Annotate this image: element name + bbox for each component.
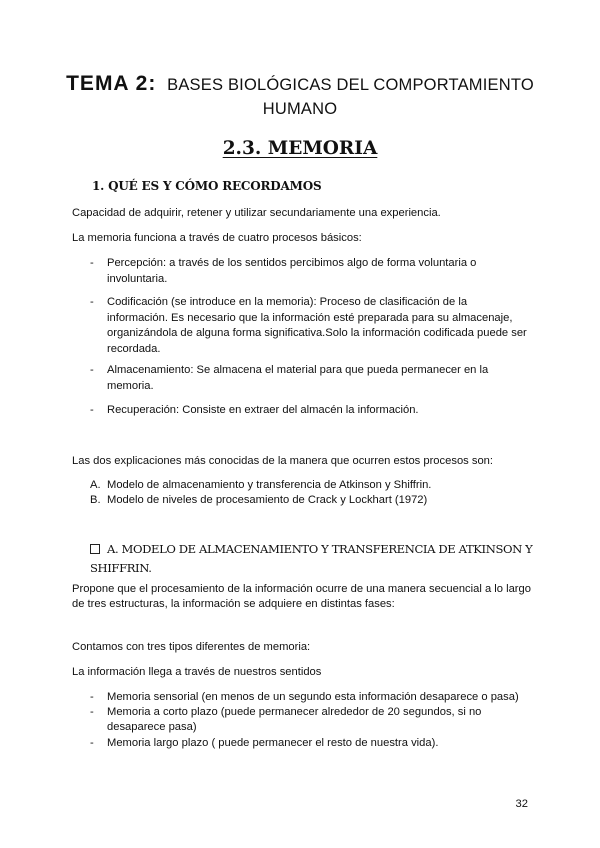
list-item-text: Memoria largo plazo ( puede permanecer el resto de nuestra vida). — [107, 737, 439, 749]
list-bullet: - — [90, 296, 94, 308]
list-item — [90, 403, 530, 419]
chapter-title — [60, 72, 540, 121]
list-item — [90, 493, 530, 508]
list-item-text: Codificación (se introduce en la memoria): Proceso de clasificación de la información. Es necesario que la información esté preparada para su almacenaje, organizándola de alguna forma significativa.Solo la información codificada puede ser recordada. — [107, 296, 527, 355]
list-bullet: - — [90, 737, 94, 749]
list-item — [90, 690, 530, 705]
processes-intro: La memoria funciona a través de cuatro procesos básicos: — [72, 232, 362, 244]
list-item — [90, 705, 530, 735]
list-item-text: Percepción: a través de los sentidos percibimos algo de forma voluntaria o involuntaria. — [107, 257, 477, 285]
list-bullet: - — [90, 257, 94, 269]
chapter-name: BASES BIOLÓGICAS DEL COMPORTAMIENTO HUMANO — [167, 76, 534, 118]
list-marker: A. — [90, 479, 101, 491]
list-bullet: - — [90, 706, 94, 718]
model-description: Propone que el procesamiento de la información ocurre de una manera secuencial a lo largo de tres estructuras, la información se adquiere en distintas fases: — [72, 583, 531, 610]
chapter-label: TEMA 2: — [66, 72, 157, 95]
list-item — [90, 478, 530, 493]
subsection-heading: 1. QUÉ ES Y CÓMO RECORDAMOS — [92, 179, 322, 193]
page-number: 32 — [515, 798, 528, 810]
checkbox-bullet-icon — [90, 544, 100, 554]
models-intro: Las dos explicaciones más conocidas de la manera que ocurren estos procesos son: — [72, 455, 494, 467]
list-bullet: - — [90, 404, 94, 416]
list-item-text: Memoria sensorial (en menos de un segundo esta información desaparece o pasa) — [107, 691, 519, 703]
subsection-a-heading — [90, 540, 540, 578]
subsection-a-heading-text: A. MODELO DE ALMACENAMIENTO Y TRANSFERENCIA DE ATKINSON Y SHIFFRIN. — [90, 542, 533, 575]
memory-types-intro: Contamos con tres tipos diferentes de memoria: — [72, 641, 311, 653]
list-item — [90, 256, 530, 287]
list-bullet: - — [90, 691, 94, 703]
list-marker: B. — [90, 494, 101, 506]
section-title: 2.3. MEMORIA — [222, 138, 378, 159]
list-item-text: Modelo de niveles de procesamiento de Crack y Lockhart (1972) — [107, 494, 428, 506]
list-item-text: Almacenamiento: Se almacena el material para que pueda permanecer en la memoria. — [107, 364, 489, 392]
list-item — [90, 295, 530, 357]
list-item-text: Recuperación: Consiste en extraer del almacén la información. — [107, 404, 419, 416]
list-item-text: Memoria a corto plazo (puede permanecer alrededor de 20 segundos, si no desaparece pasa) — [107, 706, 482, 733]
list-item — [90, 736, 530, 751]
senses-intro: La información llega a través de nuestros sentidos — [72, 666, 322, 678]
list-item-text: Modelo de almacenamiento y transferencia de Atkinson y Shiffrin. — [107, 479, 432, 491]
definition-paragraph: Capacidad de adquirir, retener y utilizar secundariamente una experiencia. — [72, 207, 441, 219]
list-bullet: - — [90, 364, 94, 376]
list-item — [90, 363, 530, 394]
